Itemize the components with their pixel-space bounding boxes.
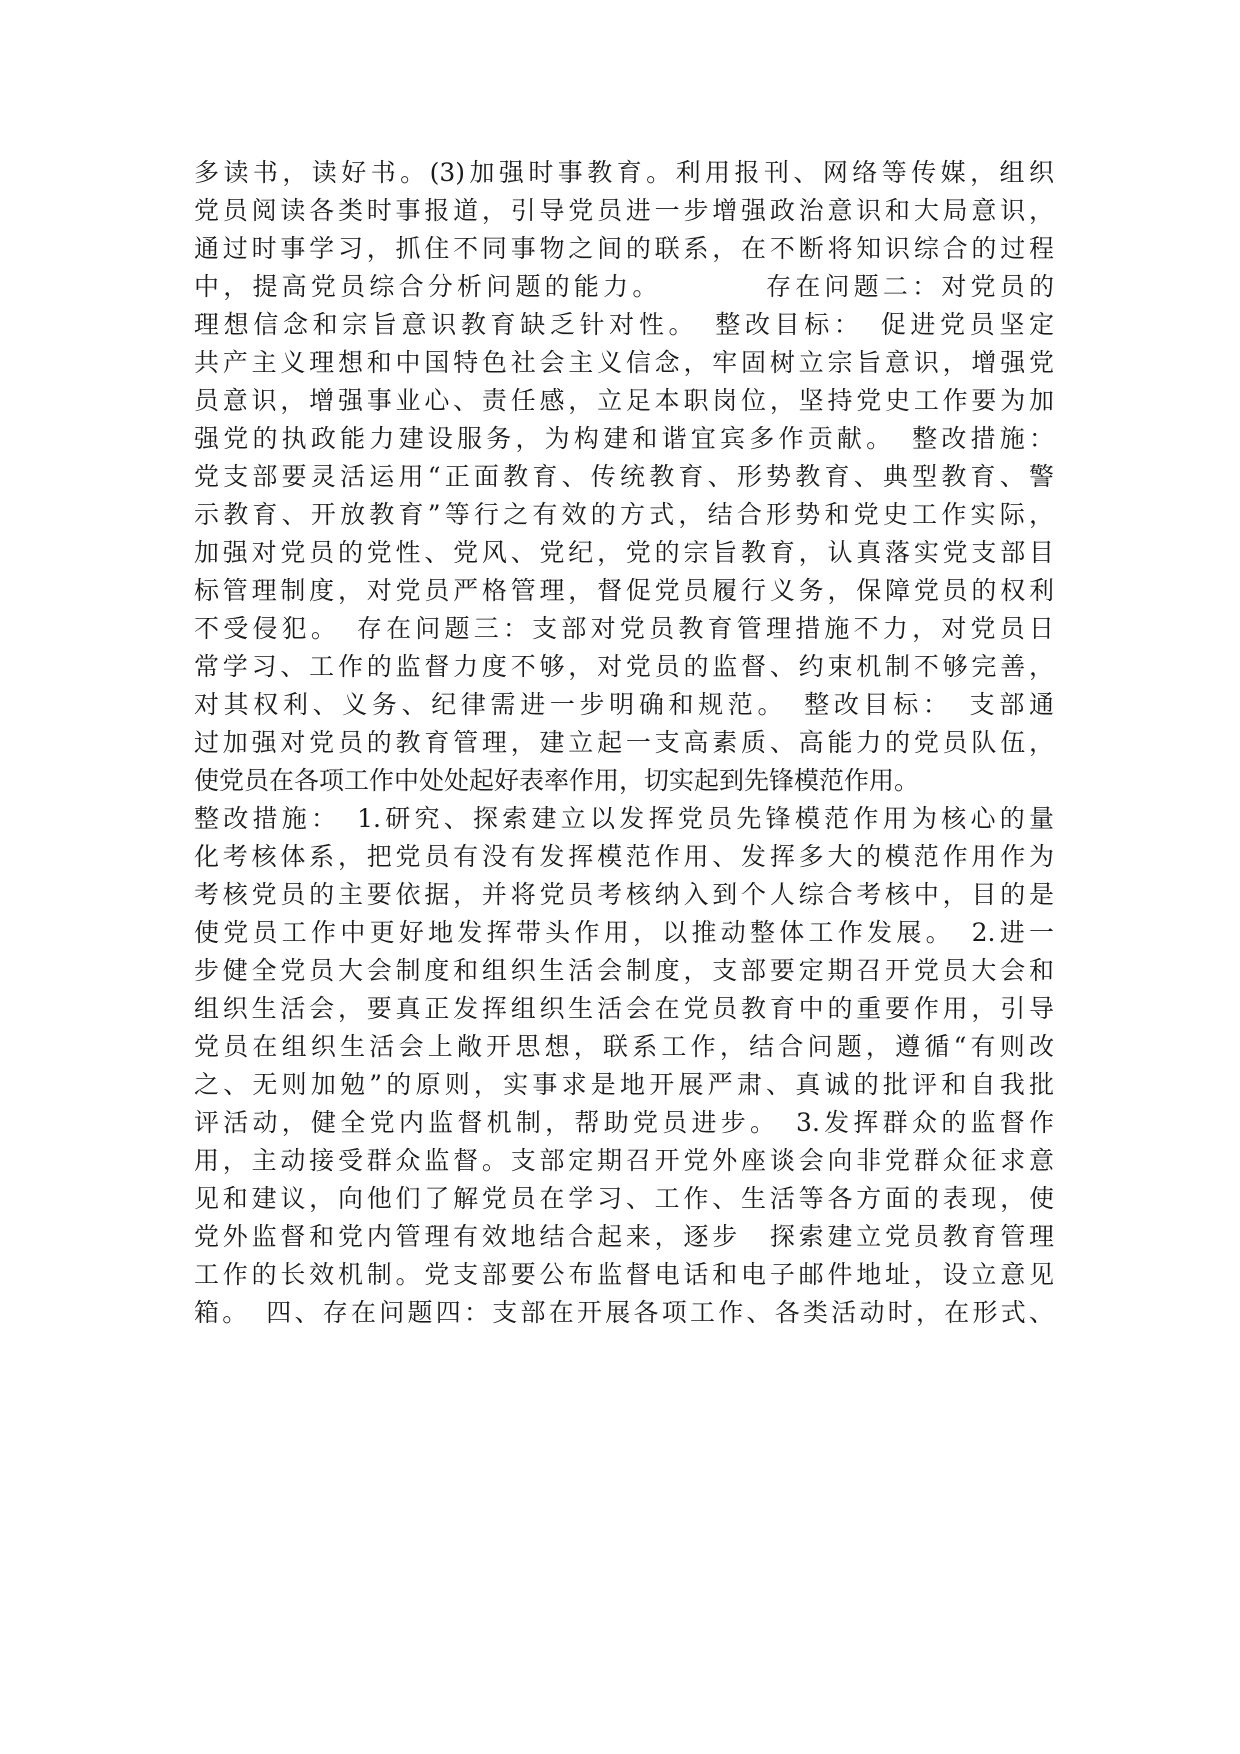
text-line: 党员阅读各类时事报道，引导党员进一步增强政治意识和大局意识， bbox=[194, 196, 1054, 225]
body-text bbox=[194, 154, 1054, 1332]
text-line: 化考核体系，把党员有没有发挥模范作用、发挥多大的模范作用作为 bbox=[194, 842, 1054, 871]
text-line: 使党员工作中更好地发挥带头作用，以推动整体工作发展。 2.进一 bbox=[194, 918, 1054, 947]
text-line: 共产主义理想和中国特色社会主义信念，牢固树立宗旨意识，增强党 bbox=[194, 348, 1054, 377]
text-line: 见和建议，向他们了解党员在学习、工作、生活等各方面的表现，使 bbox=[194, 1184, 1054, 1213]
text-line: 考核党员的主要依据，并将党员考核纳入到个人综合考核中，目的是 bbox=[194, 880, 1054, 909]
text-line: 标管理制度，对党员严格管理，督促党员履行义务，保障党员的权利 bbox=[194, 576, 1054, 605]
text-line: 之、无则加勉”的原则，实事求是地开展严肃、真诚的批评和自我批 bbox=[194, 1070, 1054, 1099]
text-line: 用，主动接受群众监督。支部定期召开党外座谈会向非党群众征求意 bbox=[194, 1146, 1054, 1175]
text-line: 党支部要灵活运用“正面教育、传统教育、形势教育、典型教育、警 bbox=[194, 462, 1054, 491]
text-line: 党员在组织生活会上敞开思想，联系工作，结合问题，遵循“有则改 bbox=[194, 1032, 1054, 1061]
text-line: 员意识，增强事业心、责任感，立足本职岗位，坚持党史工作要为加 bbox=[194, 386, 1054, 415]
text-line: 对其权利、义务、纪律需进一步明确和规范。 整改目标： 支部通 bbox=[194, 690, 1054, 719]
text-line: 工作的长效机制。党支部要公布监督电话和电子邮件地址，设立意见 bbox=[194, 1260, 1054, 1289]
text-line: 组织生活会，要真正发挥组织生活会在党员教育中的重要作用，引导 bbox=[194, 994, 1054, 1023]
text-line: 多读书，读好书。(3)加强时事教育。利用报刊、网络等传媒，组织 bbox=[194, 158, 1054, 187]
text-line: 示教育、开放教育”等行之有效的方式，结合形势和党史工作实际， bbox=[194, 500, 1054, 529]
text-line: 不受侵犯。 存在问题三：支部对党员教育管理措施不力，对党员日 bbox=[194, 614, 1054, 643]
text-line: 箱。 四、存在问题四：支部在开展各项工作、各类活动时，在形式、 bbox=[194, 1298, 1054, 1327]
text-line: 强党的执政能力建设服务，为构建和谐宜宾多作贡献。 整改措施： bbox=[194, 424, 1054, 453]
text-line: 党外监督和党内管理有效地结合起来，逐步 探索建立党员教育管理 bbox=[194, 1222, 1054, 1251]
text-line: 中，提高党员综合分析问题的能力。 存在问题二：对党员的 bbox=[194, 272, 1054, 301]
text-line: 通过时事学习，抓住不同事物之间的联系，在不断将知识综合的过程 bbox=[194, 234, 1054, 263]
text-line: 理想信念和宗旨意识教育缺乏针对性。 整改目标： 促进党员坚定 bbox=[194, 310, 1054, 339]
text-line: 常学习、工作的监督力度不够，对党员的监督、约束机制不够完善， bbox=[194, 652, 1054, 681]
text-line: 步健全党员大会制度和组织生活会制度，支部要定期召开党员大会和 bbox=[194, 956, 1054, 985]
text-line: 过加强对党员的教育管理，建立起一支高素质、高能力的党员队伍， bbox=[194, 728, 1054, 757]
text-line: 使党员在各项工作中处处起好表率作用，切实起到先锋模范作用。 bbox=[194, 766, 920, 795]
text-line: 评活动，健全党内监督机制，帮助党员进步。 3.发挥群众的监督作 bbox=[194, 1108, 1054, 1137]
text-line: 整改措施： 1.研究、探索建立以发挥党员先锋模范作用为核心的量 bbox=[194, 804, 1054, 833]
text-line: 加强对党员的党性、党风、党纪，党的宗旨教育，认真落实党支部目 bbox=[194, 538, 1054, 567]
